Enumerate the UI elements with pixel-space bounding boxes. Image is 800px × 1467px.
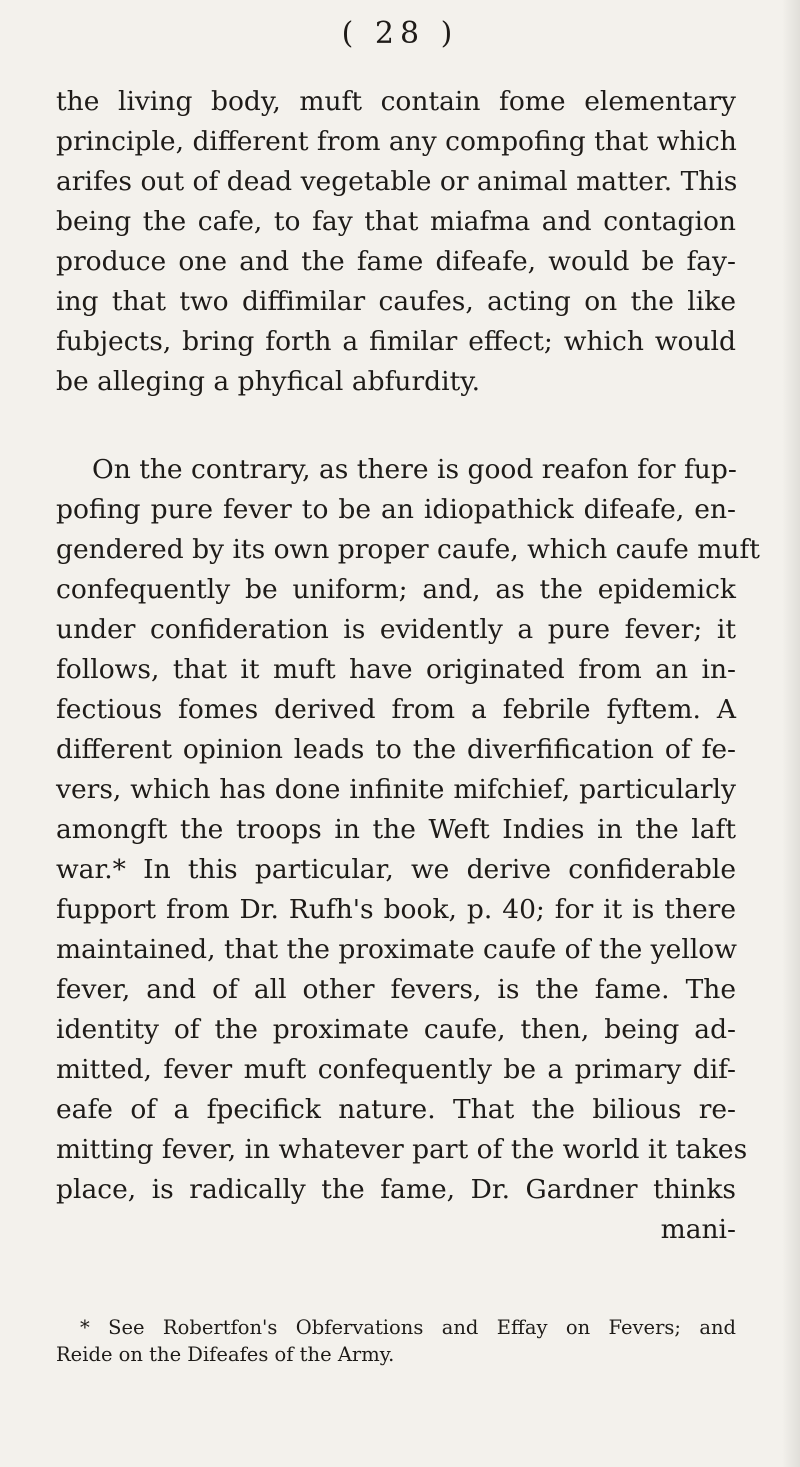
footnote xyxy=(56,1314,736,1368)
body-text xyxy=(56,82,760,1250)
text-line: ing that two diffimilar caufes, acting on the like xyxy=(56,286,736,317)
text-line: fever, and of all other fevers, is the fame. The xyxy=(56,974,736,1005)
text-line: confequently be uniform; and, as the epidemick xyxy=(56,574,736,605)
text-line: pofing pure fever to be an idiopathick difeafe, en- xyxy=(56,494,736,525)
text-line: under confideration is evidently a pure fever; it xyxy=(56,614,736,645)
text-line: be alleging a phyfical abfurdity. xyxy=(56,366,481,397)
text-line: different opinion leads to the diverfification of fe- xyxy=(56,734,736,765)
text-line: follows, that it muft have originated from an in- xyxy=(56,654,736,685)
text-line: maintained, that the proximate caufe of the yellow xyxy=(56,934,737,965)
catchword: mani- xyxy=(660,1214,736,1245)
text-line: principle, different from any compofing that which xyxy=(56,126,737,157)
footnote-line: * See Robertfon's Obfervations and Effay on Fevers; and xyxy=(80,1316,736,1339)
text-line: the living body, muft contain fome elementary xyxy=(56,86,736,117)
text-line: place, is radically the fame, Dr. Gardner thinks xyxy=(56,1174,736,1205)
text-line: fupport from Dr. Rufh's book, p. 40; for it is there xyxy=(56,894,736,925)
text-line: gendered by its own proper caufe, which caufe muft xyxy=(56,534,760,565)
text-line: vers, which has done infinite mifchief, particularly xyxy=(56,774,736,805)
text-line: arifes out of dead vegetable or animal matter. This xyxy=(56,166,738,197)
page-edge-shadow xyxy=(782,0,800,1467)
text-line: amongft the troops in the Weft Indies in the laft xyxy=(56,814,736,845)
footnote-line: Reide on the Difeafes of the Army. xyxy=(56,1343,395,1366)
text-line: mitting fever, in whatever part of the world it takes xyxy=(56,1134,748,1165)
text-line: war.* In this particular, we derive confiderable xyxy=(56,854,736,885)
text-line: mitted, fever muft confequently be a primary dif- xyxy=(56,1054,736,1085)
text-line: produce one and the fame difeafe, would be fay- xyxy=(56,246,736,277)
paragraph-1 xyxy=(56,82,736,402)
text-line: identity of the proximate caufe, then, being ad- xyxy=(56,1014,736,1045)
text-line: On the contrary, as there is good reafon for fup- xyxy=(92,454,737,485)
text-line: fectious fomes derived from a febrile fyftem. A xyxy=(56,694,736,725)
text-line: eafe of a fpecifick nature. That the bilious re- xyxy=(56,1094,736,1125)
text-line: fubjects, bring forth a fimilar effect; which would xyxy=(56,326,736,357)
text-line: being the cafe, to fay that miafma and contagion xyxy=(56,206,736,237)
page-number: ( 28 ) xyxy=(341,16,459,51)
paragraph-2 xyxy=(56,450,760,1250)
